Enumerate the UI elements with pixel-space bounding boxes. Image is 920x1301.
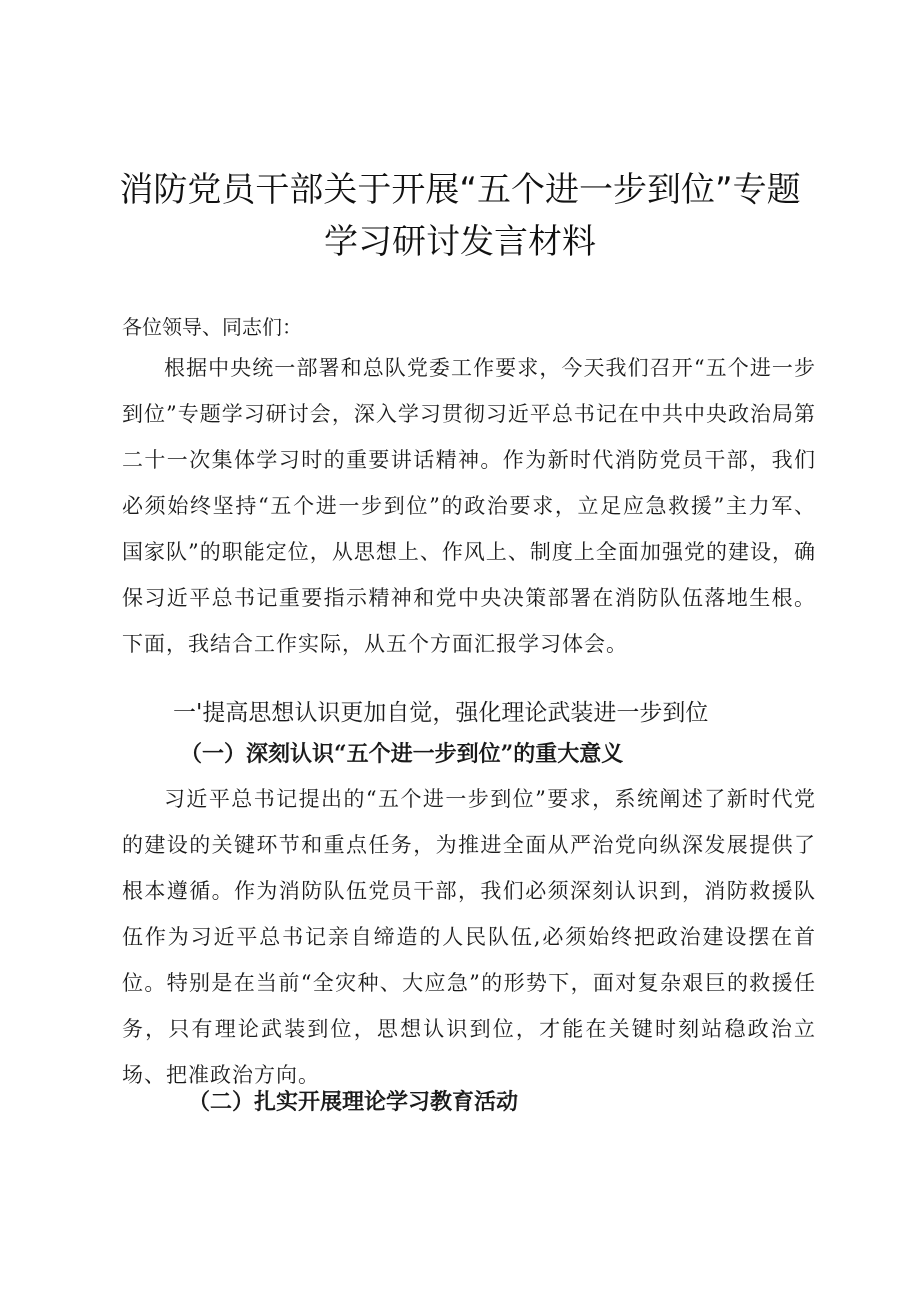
section-1-subheading-2: （二）扎实开展理论学习教育活动 [188,1089,519,1115]
section-1-heading: 一'提高思想认识更加自觉，强化理论武装进一步到位 [173,700,709,726]
intro-paragraph: 根据中央统一部署和总队党委工作要求，今天我们召开“五个进一步到位”专题学习研讨会，深入学习贯彻习近平总书记在中共中央政治局第二十一次集体学习时的重要讲话精神。作为新时代消防党员干部，我们必须始终坚持“五个进一步到位”的政治要求，立足应急救援”主力军、国家队”的职能定位，从思想上、作风上、制度上全面加强党的建设，确保习近平总书记重要指示精神和党中央决策部署在消防队伍落地生根。下面，我结合工作实际，从五个方面汇报学习体会。 [122,356,816,656]
document-title-line-1: 消防党员干部关于开展“五个进一步到位”专题 [119,170,801,210]
salutation: 各位领导、同志们： [122,315,302,339]
section-1-subheading-1: （一）深刻认识“五个进一步到位”的重大意义 [180,741,624,767]
section-1-sub-1-paragraph: 习近平总书记提出的“五个进一步到位”要求，系统阐述了新时代党的建设的关键环节和重点任务，为推进全面从严治党向纵深发展提供了根本遵循。作为消防队伍党员干部，我们必须深刻认识到，消防救援队伍作为习近平总书记亲自缔造的人民队伍,必须始终把政治建设摆在首位。特别是在当前“全灾种、大应急”的形势下，面对复杂艰巨的救援任务，只有理论武装到位，思想认识到位，才能在关键时刻站稳政治立场、把准政治方向。 [122,787,816,1087]
document-title-line-2: 学习研讨发言材料 [324,222,596,262]
